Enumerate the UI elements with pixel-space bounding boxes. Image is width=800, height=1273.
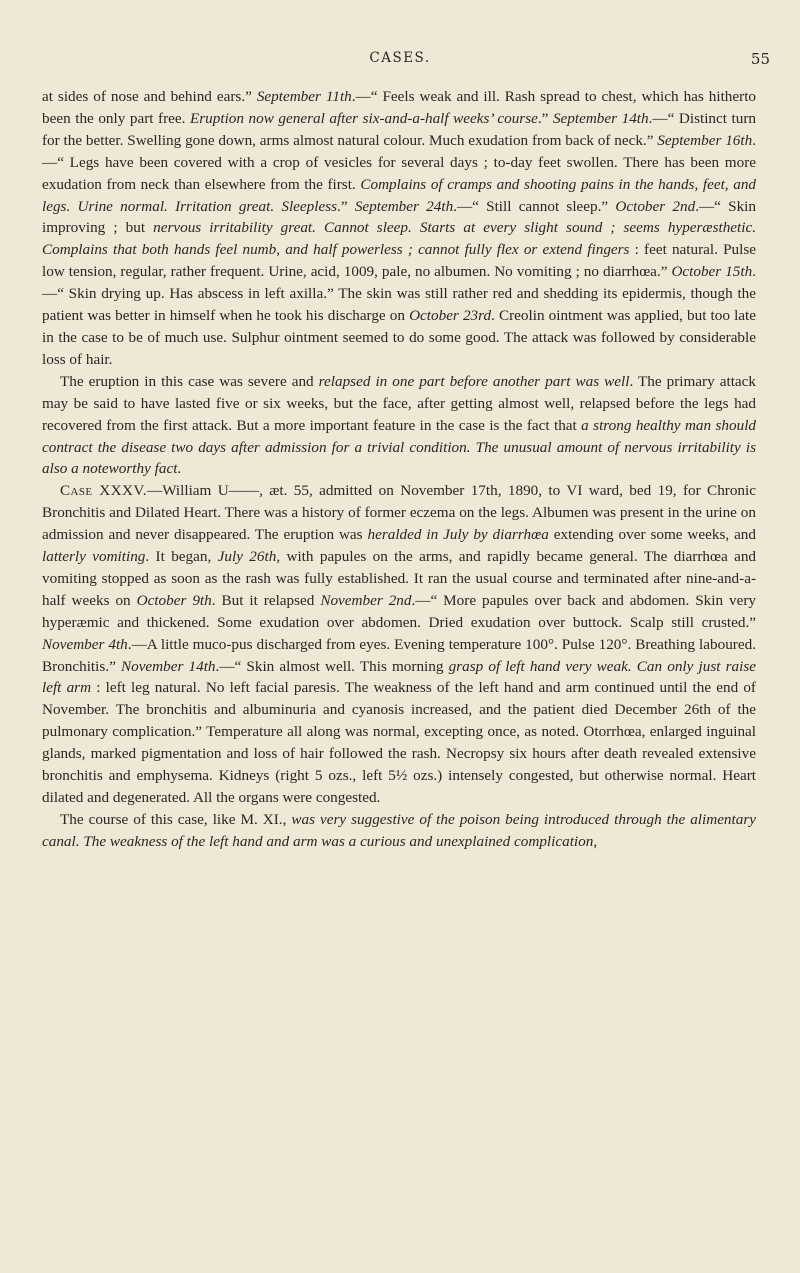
paragraph-case-xxxv xyxy=(42,480,756,809)
text-run: . But it relapsed xyxy=(211,591,321,609)
case-heading: Case XXXV. xyxy=(60,482,147,500)
italic-run: was very suggestive of the poison being introduced through the alimentary canal. The weakness of the left hand and arm was a curious and unexplained complication xyxy=(42,810,756,850)
text-run: .—“ Skin almost well. This morning xyxy=(215,657,449,675)
body-text xyxy=(42,86,756,853)
text-run: .” xyxy=(337,197,355,215)
paragraph-commentary xyxy=(42,371,756,481)
text-run: . It began, xyxy=(145,548,218,566)
text-run: , with papules on the arms, and rapidly became general. The diarrhœa and vomiting stopped as soon as the rash was fully established. It ran the usual course and terminated after nine-and-a-half weeks on xyxy=(42,548,757,609)
text-run: .—“ Legs have been covered with a crop of vesicles for several days ; to-day feet swollen. There has been more exudation from neck than elsewhere from the first. xyxy=(42,131,756,193)
text-run: . xyxy=(177,460,182,478)
italic-run: relapsed in one part before another part was well xyxy=(318,372,630,390)
text-run: : left leg natural. No left facial paresis. The weakness of the left hand and arm continued until the end of November. The bronchitis and albuminuria and cyanosis increased, and the patient died December 26th of the pulmonary complication.” Temperature all along was normal, excepting once, as noted. Otorrhœa, enlarged inguinal glands, marked pigmentation and loss of hair followed the rash. Necropsy six hours after death revealed extensive bronchitis and emphysema. Kidneys (right 5 ozs., left 5½ ozs.) intensely congested, but otherwise normal. Heart dilated and degenerated. All the organs were congested. xyxy=(42,679,756,806)
italic-run: November 14th xyxy=(120,657,216,675)
text-run: . The primary attack may be said to have lasted five or six weeks, but the face, after getting almost well, relapsed before the legs had recovered from the first attack. But a more important feature in the case is the fact that xyxy=(42,372,756,434)
italic-run: September 24th xyxy=(354,197,454,215)
text-run: The course of this case, like M. XI., xyxy=(60,810,292,828)
italic-run: September 11th xyxy=(256,88,352,105)
text-run: .—“ Skin drying up. Has abscess in left axilla.” The skin was still rather red and shedding its epidermis, though the patient was better in himself when he took his discharge on xyxy=(42,263,756,325)
text-run: .—“ Still cannot sleep.” xyxy=(453,197,616,215)
italic-run: grasp of left hand very weak. Can only just raise left arm xyxy=(42,657,757,697)
text-run: extending over some weeks, and xyxy=(548,526,756,544)
italic-run: October 23rd xyxy=(409,307,492,325)
italic-run: heralded in July by diarrhœa xyxy=(367,526,549,544)
italic-run: Complains of cramps and shooting pains in the hands, feet, and legs. Urine normal. Irritation great. Sleepless xyxy=(42,175,757,215)
running-head: CASES. xyxy=(369,50,431,66)
italic-run: latterly vomiting xyxy=(42,548,146,566)
text-run: .—“ Distinct turn for the better. Swelling gone down, arms almost natural colour. Much exudation from back of neck.” xyxy=(42,109,756,149)
text-run: .—“ More papules over back and abdomen. Skin very hyperæmic and thickened. Some exudation over abdomen. Dried exudation over buttock. Scalp still crusted.” xyxy=(42,591,756,631)
paragraph-conclusion xyxy=(42,809,756,853)
text-run: at sides of nose and behind ears.” xyxy=(42,88,257,105)
italic-run: November 2nd xyxy=(320,591,412,609)
text-run: —William U——, æt. 55, admitted on November 17th, 1890, to VI ward, bed 19, for Chronic Bronchitis and Dilated Heart. There was a history of former eczema on the legs. Albumen was present in the urine on admission and never disappeared. The eruption was xyxy=(42,482,756,544)
text-run: : feet natural. Pulse low tension, regular, rather frequent. Urine, acid, 1009, pale, no albumen. No vomiting ; no diarrhœa.” xyxy=(42,241,756,281)
italic-run: Eruption now general after six-and-a-half weeks’ course xyxy=(189,109,538,127)
italic-run: October 15th xyxy=(671,263,753,281)
text-run: , xyxy=(593,832,598,850)
text-run: .—“ Feels weak and ill. Rash spread to chest, which has hitherto been the only part free. xyxy=(42,88,757,127)
text-run: . Creolin ointment was applied, but too late in the case to be of much use. Sulphur ointment seemed to do some good. The attack was followed by considerable loss of hair. xyxy=(42,307,756,368)
text-run: .—“ Skin improving ; but xyxy=(42,197,756,237)
text-run: .—A little muco-pus discharged from eyes. Evening temperature 100°. Pulse 120°. Breathing laboured. Bronchitis.” xyxy=(42,635,756,675)
page-number: 55 xyxy=(750,50,770,68)
italic-run: November 4th xyxy=(42,635,128,653)
italic-run: October 2nd xyxy=(615,197,696,215)
italic-run: September 14th xyxy=(552,109,649,127)
italic-run: July 26th xyxy=(217,548,277,566)
italic-run: nervous irritability great. Cannot sleep. Starts at every slight sound ; seems hyperæsthetic. Complains that both hands feel numb, and half powerless ; cannot fully flex or extend fingers xyxy=(42,219,757,259)
italic-run: October 9th xyxy=(136,591,212,609)
text-run: .” xyxy=(537,109,553,127)
italic-run: September 16th xyxy=(657,131,753,149)
italic-run: a strong healthy man should contract the disease two days after admission for a trivial condition. The unusual amount of nervous irritability is also a noteworthy fact xyxy=(42,416,757,478)
text-run: The eruption in this case was severe and xyxy=(60,372,319,390)
paragraph-continuation xyxy=(42,86,756,371)
